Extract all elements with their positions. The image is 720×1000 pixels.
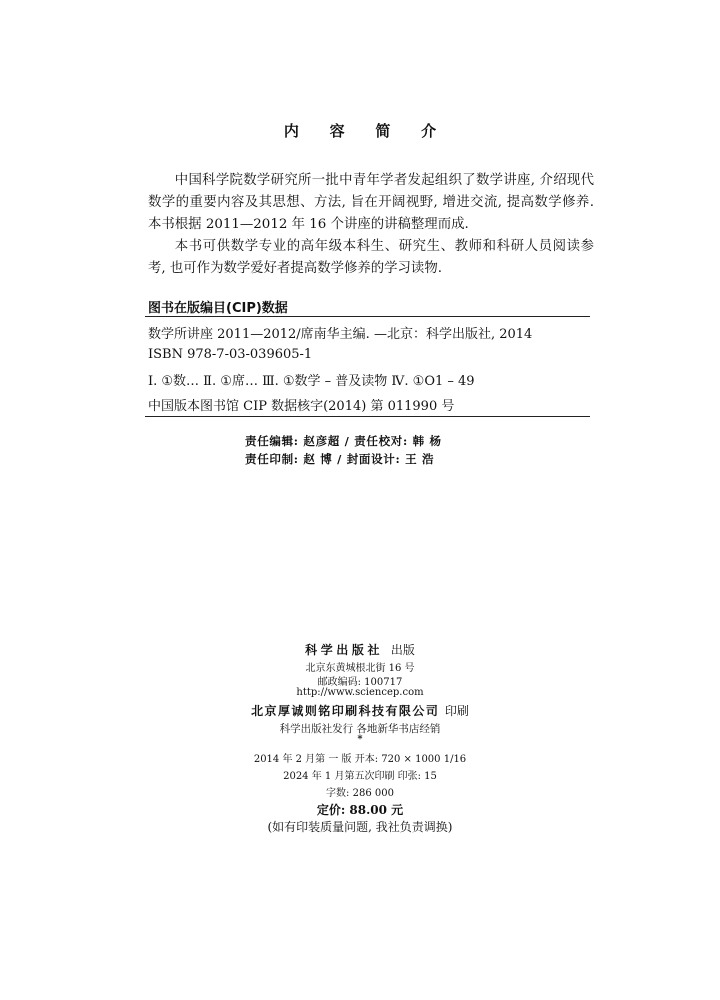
page-title: 内 容 简 介 <box>283 122 449 140</box>
cip-top-rule <box>145 316 590 317</box>
cip-line-classification: Ⅰ. ①数… Ⅱ. ①席… Ⅲ. ①数学 – 普及读物 Ⅳ. ①O1 – 49 <box>148 374 475 389</box>
separator-star: * <box>357 734 363 745</box>
edition-line-2: 2024 年 1 月第五次印刷 印张: 15 <box>283 771 437 782</box>
word-count: 字数: 286 000 <box>326 788 394 799</box>
publisher-name: 科学出版社 <box>305 643 384 657</box>
quality-note: (如有印装质量问题, 我社负责调换) <box>267 820 453 834</box>
credits-editors: 责任编辑: 赵彦超 / 责任校对: 韩 杨 <box>245 434 442 448</box>
publisher-website: http://www.sciencep.com <box>296 687 424 698</box>
intro-paragraph-2: 本书可供数学专业的高年级本科生、研究生、教师和科研人员阅读参考, 也可作为数学爱好者提高数学修养的学习读物. <box>148 239 594 277</box>
cip-bottom-rule <box>145 416 590 417</box>
publisher-address: 北京东黄城根北街 16 号 <box>305 663 415 674</box>
distribution-line: 科学出版社发行 各地新华书店经销 <box>279 723 441 735</box>
cip-heading: 图书在版编目(CIP)数据 <box>148 301 288 316</box>
publisher-line <box>0 641 720 658</box>
price: 定价: 88.00 元 <box>316 803 404 817</box>
credits-production: 责任印制: 赵 博 / 封面设计: 王 浩 <box>245 452 435 466</box>
cip-line-isbn: ISBN 978-7-03-039605-1 <box>148 347 313 362</box>
publisher-postcode: 邮政编码: 100717 <box>317 677 403 688</box>
printer-suffix: 印刷 <box>444 704 469 718</box>
edition-line-1: 2014 年 2 月第 一 版 开本: 720 × 1000 1/16 <box>253 754 467 765</box>
printer-line <box>0 702 720 719</box>
publisher-suffix: 出版 <box>390 643 415 657</box>
printer-name: 北京厚诚则铭印刷科技有限公司 <box>251 704 440 718</box>
cip-line-title: 数学所讲座 2011—2012/席南华主编. —北京：科学出版社, 2014 <box>148 327 533 342</box>
cip-line-record-number: 中国版本图书馆 CIP 数据核字(2014) 第 011990 号 <box>148 399 455 414</box>
intro-paragraph-1: 中国科学院数学研究所一批中青年学者发起组织了数学讲座, 介绍现代数学的重要内容及其思想、方法, 旨在开阔视野, 增进交流, 提高数学修养. 本书根据 2011—2012 年 16 个讲座的讲稿整理而成. <box>148 173 594 233</box>
